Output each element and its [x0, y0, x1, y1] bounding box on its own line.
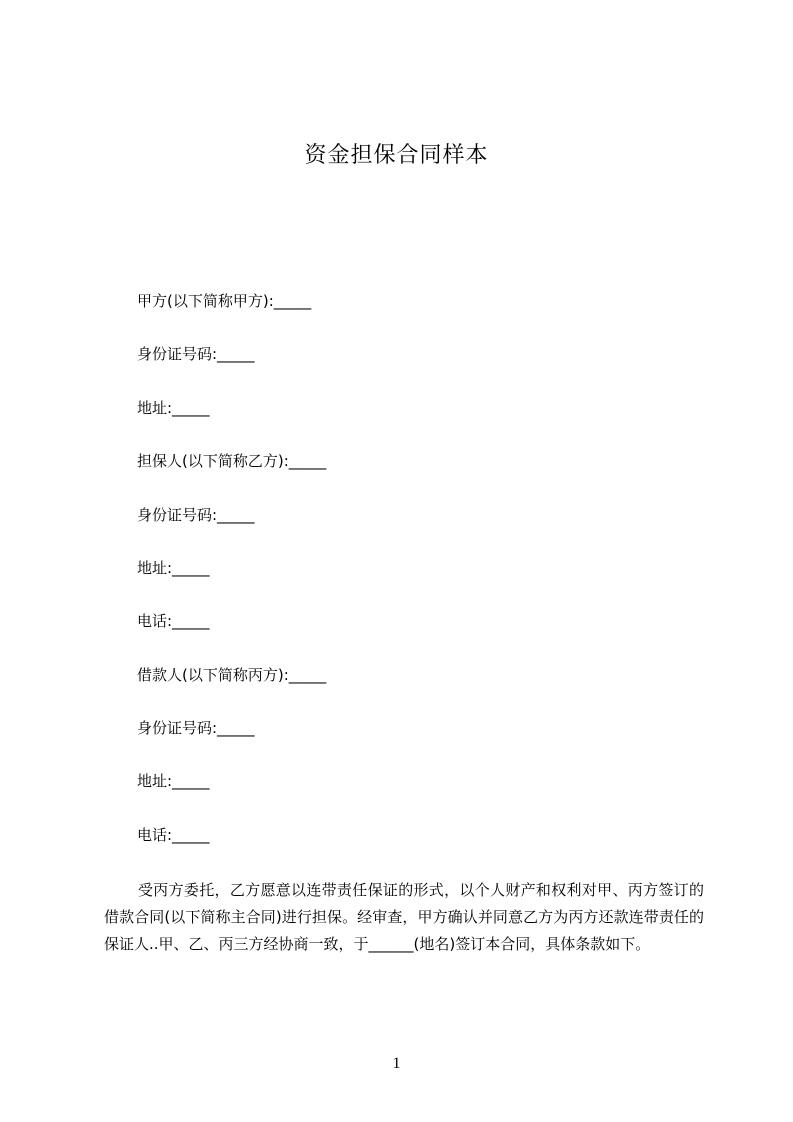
borrower-name-field: 借款人(以下简称丙方):_____ [137, 666, 327, 684]
borrower-address-field: 地址:_____ [137, 772, 210, 790]
party-a-address-field: 地址:_____ [137, 399, 210, 417]
borrower-id-field: 身份证号码:_____ [137, 719, 255, 737]
guarantor-phone-field: 电话:_____ [137, 612, 210, 630]
contract-preamble-paragraph: 受丙方委托，乙方愿意以连带责任保证的形式，以个人财产和权利对甲、丙方签订的借款合同(以下简称主合同)进行担保。经审查，甲方确认并同意乙方为丙方还款连带责任的保证人..甲、乙、丙三方经协商一致，于______(地名)签订本合同，具体条款如下。 [104, 881, 704, 953]
guarantor-id-field: 身份证号码:_____ [137, 506, 255, 524]
page-number: 1 [392, 1055, 401, 1072]
guarantor-address-field: 地址:_____ [137, 559, 210, 577]
borrower-phone-field: 电话:_____ [137, 826, 210, 844]
party-a-name-field: 甲方(以下简称甲方):_____ [137, 292, 312, 310]
party-a-id-field: 身份证号码:_____ [137, 345, 255, 363]
document-title: 资金担保合同样本 [304, 143, 489, 168]
guarantor-name-field: 担保人(以下简称乙方):_____ [137, 452, 327, 470]
